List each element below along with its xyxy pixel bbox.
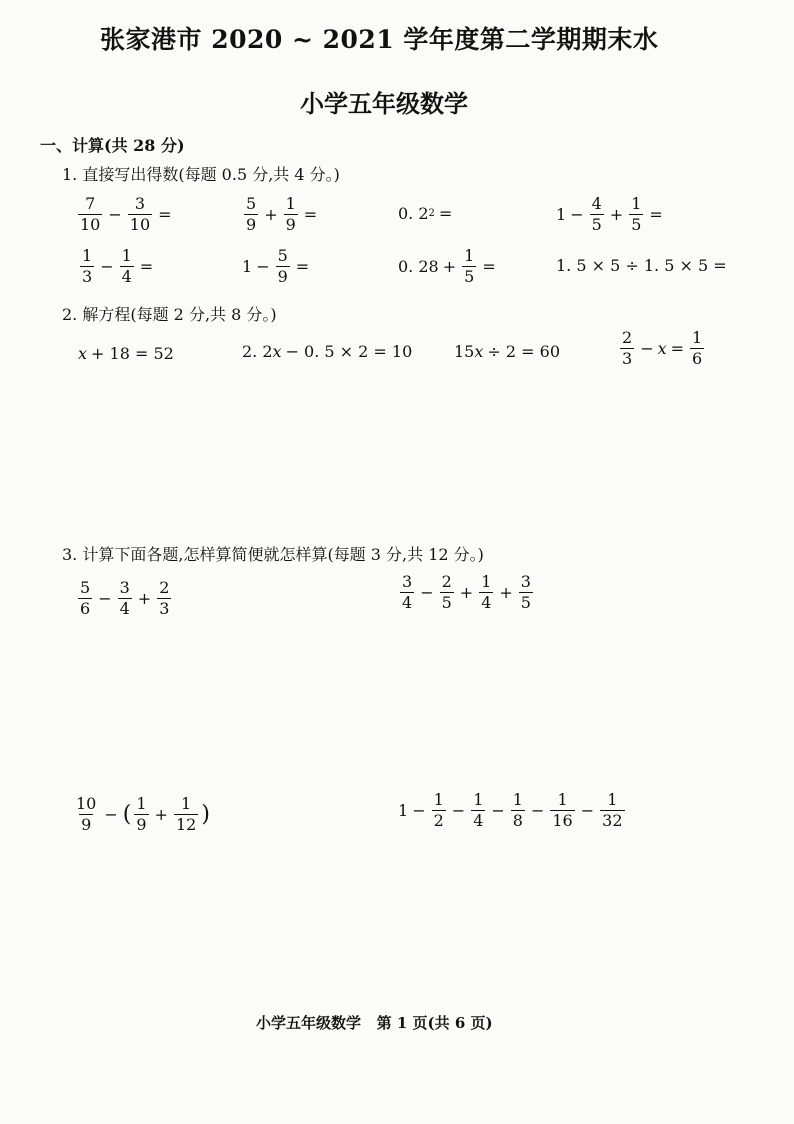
question-3-prompt: 3. 计算下面各题,怎样算简便就怎样算(每题 3 分,共 12 分。)	[62, 545, 484, 564]
section-heading: 一、计算(共 28 分)	[40, 136, 185, 155]
equation-4: $\frac{2}{3}$ − x = $\frac{1}{6}$	[622, 328, 703, 368]
q1-item-7: 0. 28 + $\frac{1}{5}$ =	[398, 246, 496, 286]
q1-item-8: 1. 5 × 5 ÷ 1. 5 × 5 =	[556, 256, 727, 275]
equation-3: 15 x ÷ 2 = 60	[454, 342, 560, 361]
page-title: 张家港市 2020 ~ 2021 学年度第二学期期末水	[100, 25, 659, 54]
q1-item-6: 1 − $\frac{5}{9}$ =	[242, 246, 310, 286]
q1-item-2: $\frac{5}{9}$ + $\frac{1}{9}$ =	[246, 194, 318, 234]
q3-item-d: 1 − $\frac{1}{2}$ − $\frac{1}{4}$ − $\frac{1}{8}$ − $\frac{1}{16}$ − $\frac{1}{32}$	[398, 790, 623, 830]
q3-item-a: $\frac{5}{6}$ − $\frac{3}{4}$ + $\frac{2}{3}$	[80, 578, 170, 618]
question-1-prompt: 1. 直接写出得数(每题 0.5 分,共 4 分。)	[62, 165, 340, 184]
equation-2: 2. 2 x − 0. 5 × 2 = 10	[242, 342, 413, 361]
page-subtitle: 小学五年级数学	[300, 89, 468, 118]
equation-1: x + 18 = 52	[78, 344, 174, 363]
q1-item-3: 0. 2 2 =	[398, 204, 453, 223]
q1-item-4: 1 − $\frac{4}{5}$ + $\frac{1}{5}$ =	[556, 194, 663, 234]
question-2-prompt: 2. 解方程(每题 2 分,共 8 分。)	[62, 305, 277, 324]
q3-item-c: $\frac{10}{9}$ − ( $\frac{1}{9}$ + $\frac{1}{12}$ )	[76, 794, 210, 834]
page-footer: 小学五年级数学 第 1 页(共 6 页)	[256, 1014, 493, 1032]
q3-item-b: $\frac{3}{4}$ − $\frac{2}{5}$ + $\frac{1}{4}$ + $\frac{3}{5}$	[402, 572, 531, 612]
q1-item-5: $\frac{1}{3}$ − $\frac{1}{4}$ =	[82, 246, 154, 286]
q1-item-1: $\frac{7}{10}$ − $\frac{3}{10}$ =	[80, 194, 172, 234]
